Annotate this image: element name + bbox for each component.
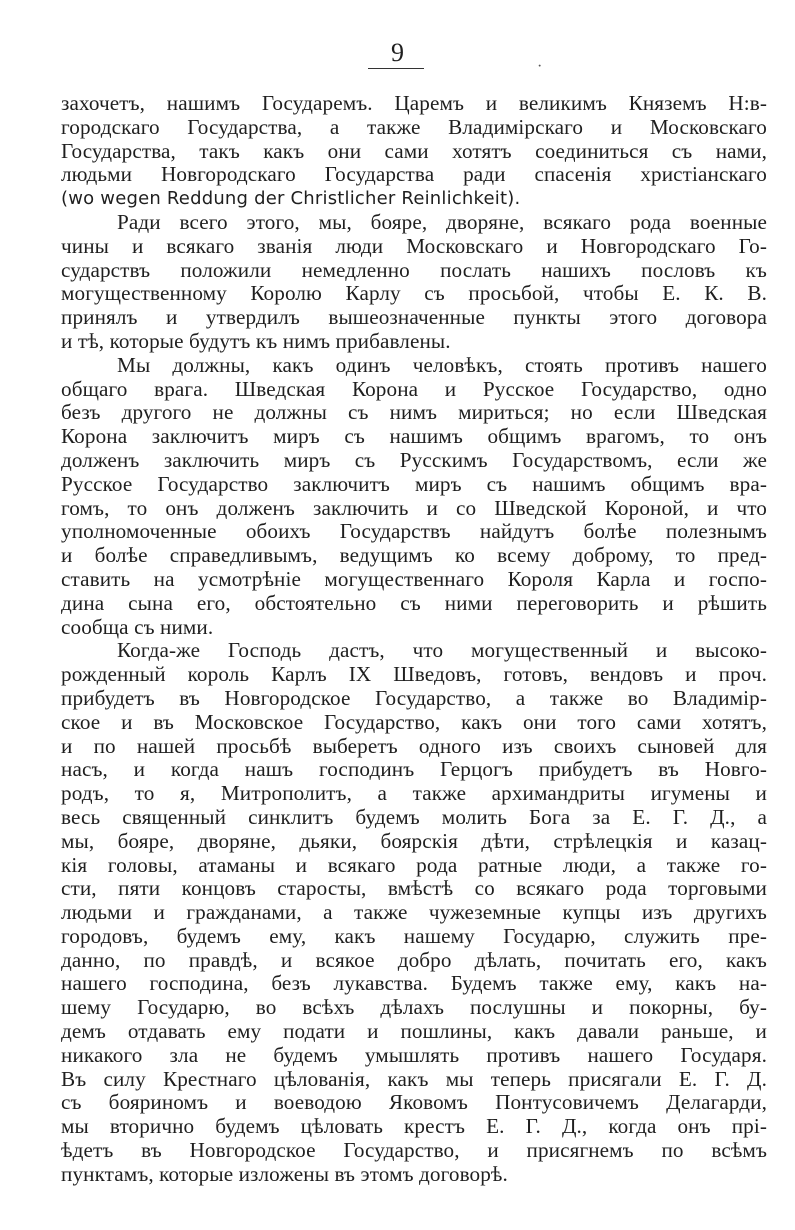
paragraph-first-line: Ради всего этого, мы, бояре, дворяне, всякаго рода военные	[117, 209, 767, 234]
text-line: Корона заключитъ миръ съ нашимъ общимъ врагомъ, то онъ	[61, 424, 767, 449]
text-line: Государства, такъ какъ они сами хотятъ соединиться съ нами,	[61, 138, 767, 163]
text-line: гомъ, то онъ долженъ заключить и со Шведской Короной, и что	[61, 495, 767, 520]
text-line: людьми и гражданами, а также чужеземные купцы изъ другихъ	[61, 900, 767, 925]
text-line: городовъ, будемъ ему, какъ нашему Государю, служить пре-	[61, 923, 767, 948]
text-line: нашего господина, безъ лукавства. Будемъ также ему, какъ на-	[61, 971, 767, 996]
text-line: общаго врага. Шведская Корона и Русское Государство, одно	[61, 376, 767, 401]
page-number: 9	[391, 38, 404, 67]
text-line: и болѣе справедливымъ, ведущимъ ко всему доброму, то пред-	[61, 543, 767, 568]
text-line: и тѣ, которые будутъ къ нимъ прибавлены.	[61, 328, 451, 353]
text-line: съ бояриномъ и воеводою Яковомъ Понтусовичемъ Делагарди,	[61, 1090, 767, 1115]
paragraph-first-line: Мы должны, какъ одинъ человѣкъ, стоять противъ нашего	[117, 352, 767, 377]
text-line: людьми Новгородскаго Государства ради спасенія христіанскаго	[61, 162, 767, 187]
text-line: безъ другого не должны съ нимъ мириться; но если Шведская	[61, 400, 767, 425]
text-line: принялъ и утвердилъ вышеозначенные пункты этого договора	[61, 305, 767, 330]
body-text	[61, 92, 767, 1187]
text-line: уполномоченные обоихъ Государствъ найдутъ болѣе полезнымъ	[61, 519, 767, 544]
text-line: могущественному Королю Карлу съ просьбой, чтобы Е. К. В.	[61, 281, 767, 306]
text-line: сударствъ положили немедленно послать нашихъ пословъ къ	[61, 257, 767, 282]
text-line: и по нашей просьбѣ выберетъ одного изъ своихъ сыновей для	[61, 733, 767, 758]
text-line: рожденный король Карлъ IX Шведовъ, готовъ, вендовъ и проч.	[61, 662, 767, 687]
text-line: весь священный синклитъ будемъ молить Бога за Е. Г. Д., а	[61, 804, 767, 829]
text-line: Русское Государство заключитъ миръ съ нашимъ общимъ вра-	[61, 471, 767, 496]
text-line: дина сына его, обстоятельно съ ними переговорить и рѣшить	[61, 590, 767, 615]
text-line: демъ отдавать ему подати и пошлины, какъ давали раньше, и	[61, 1019, 767, 1044]
text-line: насъ, и когда нашъ господинъ Герцогъ прибудетъ въ Новго-	[61, 757, 767, 782]
page-number-rule	[368, 68, 424, 69]
text-line: мы, бояре, дворяне, дьяки, боярскія дѣти, стрѣлецкія и казац-	[61, 828, 767, 853]
text-line: долженъ заключить миръ съ Русскимъ Государствомъ, если же	[61, 447, 767, 472]
text-line: ское и въ Московское Государство, какъ они того сами хотятъ,	[61, 709, 767, 734]
text-line: родъ, то я, Митрополитъ, а также архимандриты игумены и	[61, 781, 767, 806]
text-line: никакого зла не будемъ умышлять противъ нашего Государя.	[61, 1042, 767, 1067]
text-line: чины и всякаго званія люди Московскаго и Новгородскаго Го-	[61, 233, 767, 258]
text-line: шему Государю, во всѣхъ дѣлахъ послушны и покорны, бу-	[61, 995, 767, 1020]
text-line: захочетъ, нашимъ Государемъ. Царемъ и великимъ Княземъ Н:в-	[61, 91, 767, 115]
text-line: сти, пяти концовъ старосты, вмѣстѣ со всякаго рода торговыми	[61, 876, 767, 901]
scan-speck: ·	[537, 58, 543, 75]
text-line: сообща съ ними.	[61, 614, 214, 639]
text-line: данно, по правдѣ, и всякое добро дѣлать, почитать его, какъ	[61, 947, 767, 972]
paragraph-first-line: Когда-же Господь дастъ, что могущественный и высоко-	[117, 638, 767, 663]
text-line: ѣдетъ въ Новгородское Государство, и присягнемъ по всѣмъ	[61, 1138, 767, 1163]
text-line: кія головы, атаманы и всякаго рода ратные люди, а также го-	[61, 852, 767, 877]
text-line: пунктамъ, которые изложены въ этомъ договорѣ.	[61, 1161, 508, 1186]
text-line: мы вторично будемъ цѣловать крестъ Е. Г. Д., когда онъ прі-	[61, 1114, 767, 1139]
text-line: городскаго Государства, а также Владимірскаго и Московскаго	[61, 114, 767, 139]
text-line: прибудетъ въ Новгородское Государство, а также во Владимір-	[61, 685, 767, 710]
text-line: ставить на усмотрѣніе могущественнаго Короля Карла и госпо-	[61, 566, 767, 591]
text-line: Въ силу Крестнаго цѣлованія, какъ мы теперь присягали Е. Г. Д.	[61, 1066, 767, 1091]
german-quote-line: (wo wegen Reddung der Christlicher Reinlichkeit).	[61, 188, 521, 210]
